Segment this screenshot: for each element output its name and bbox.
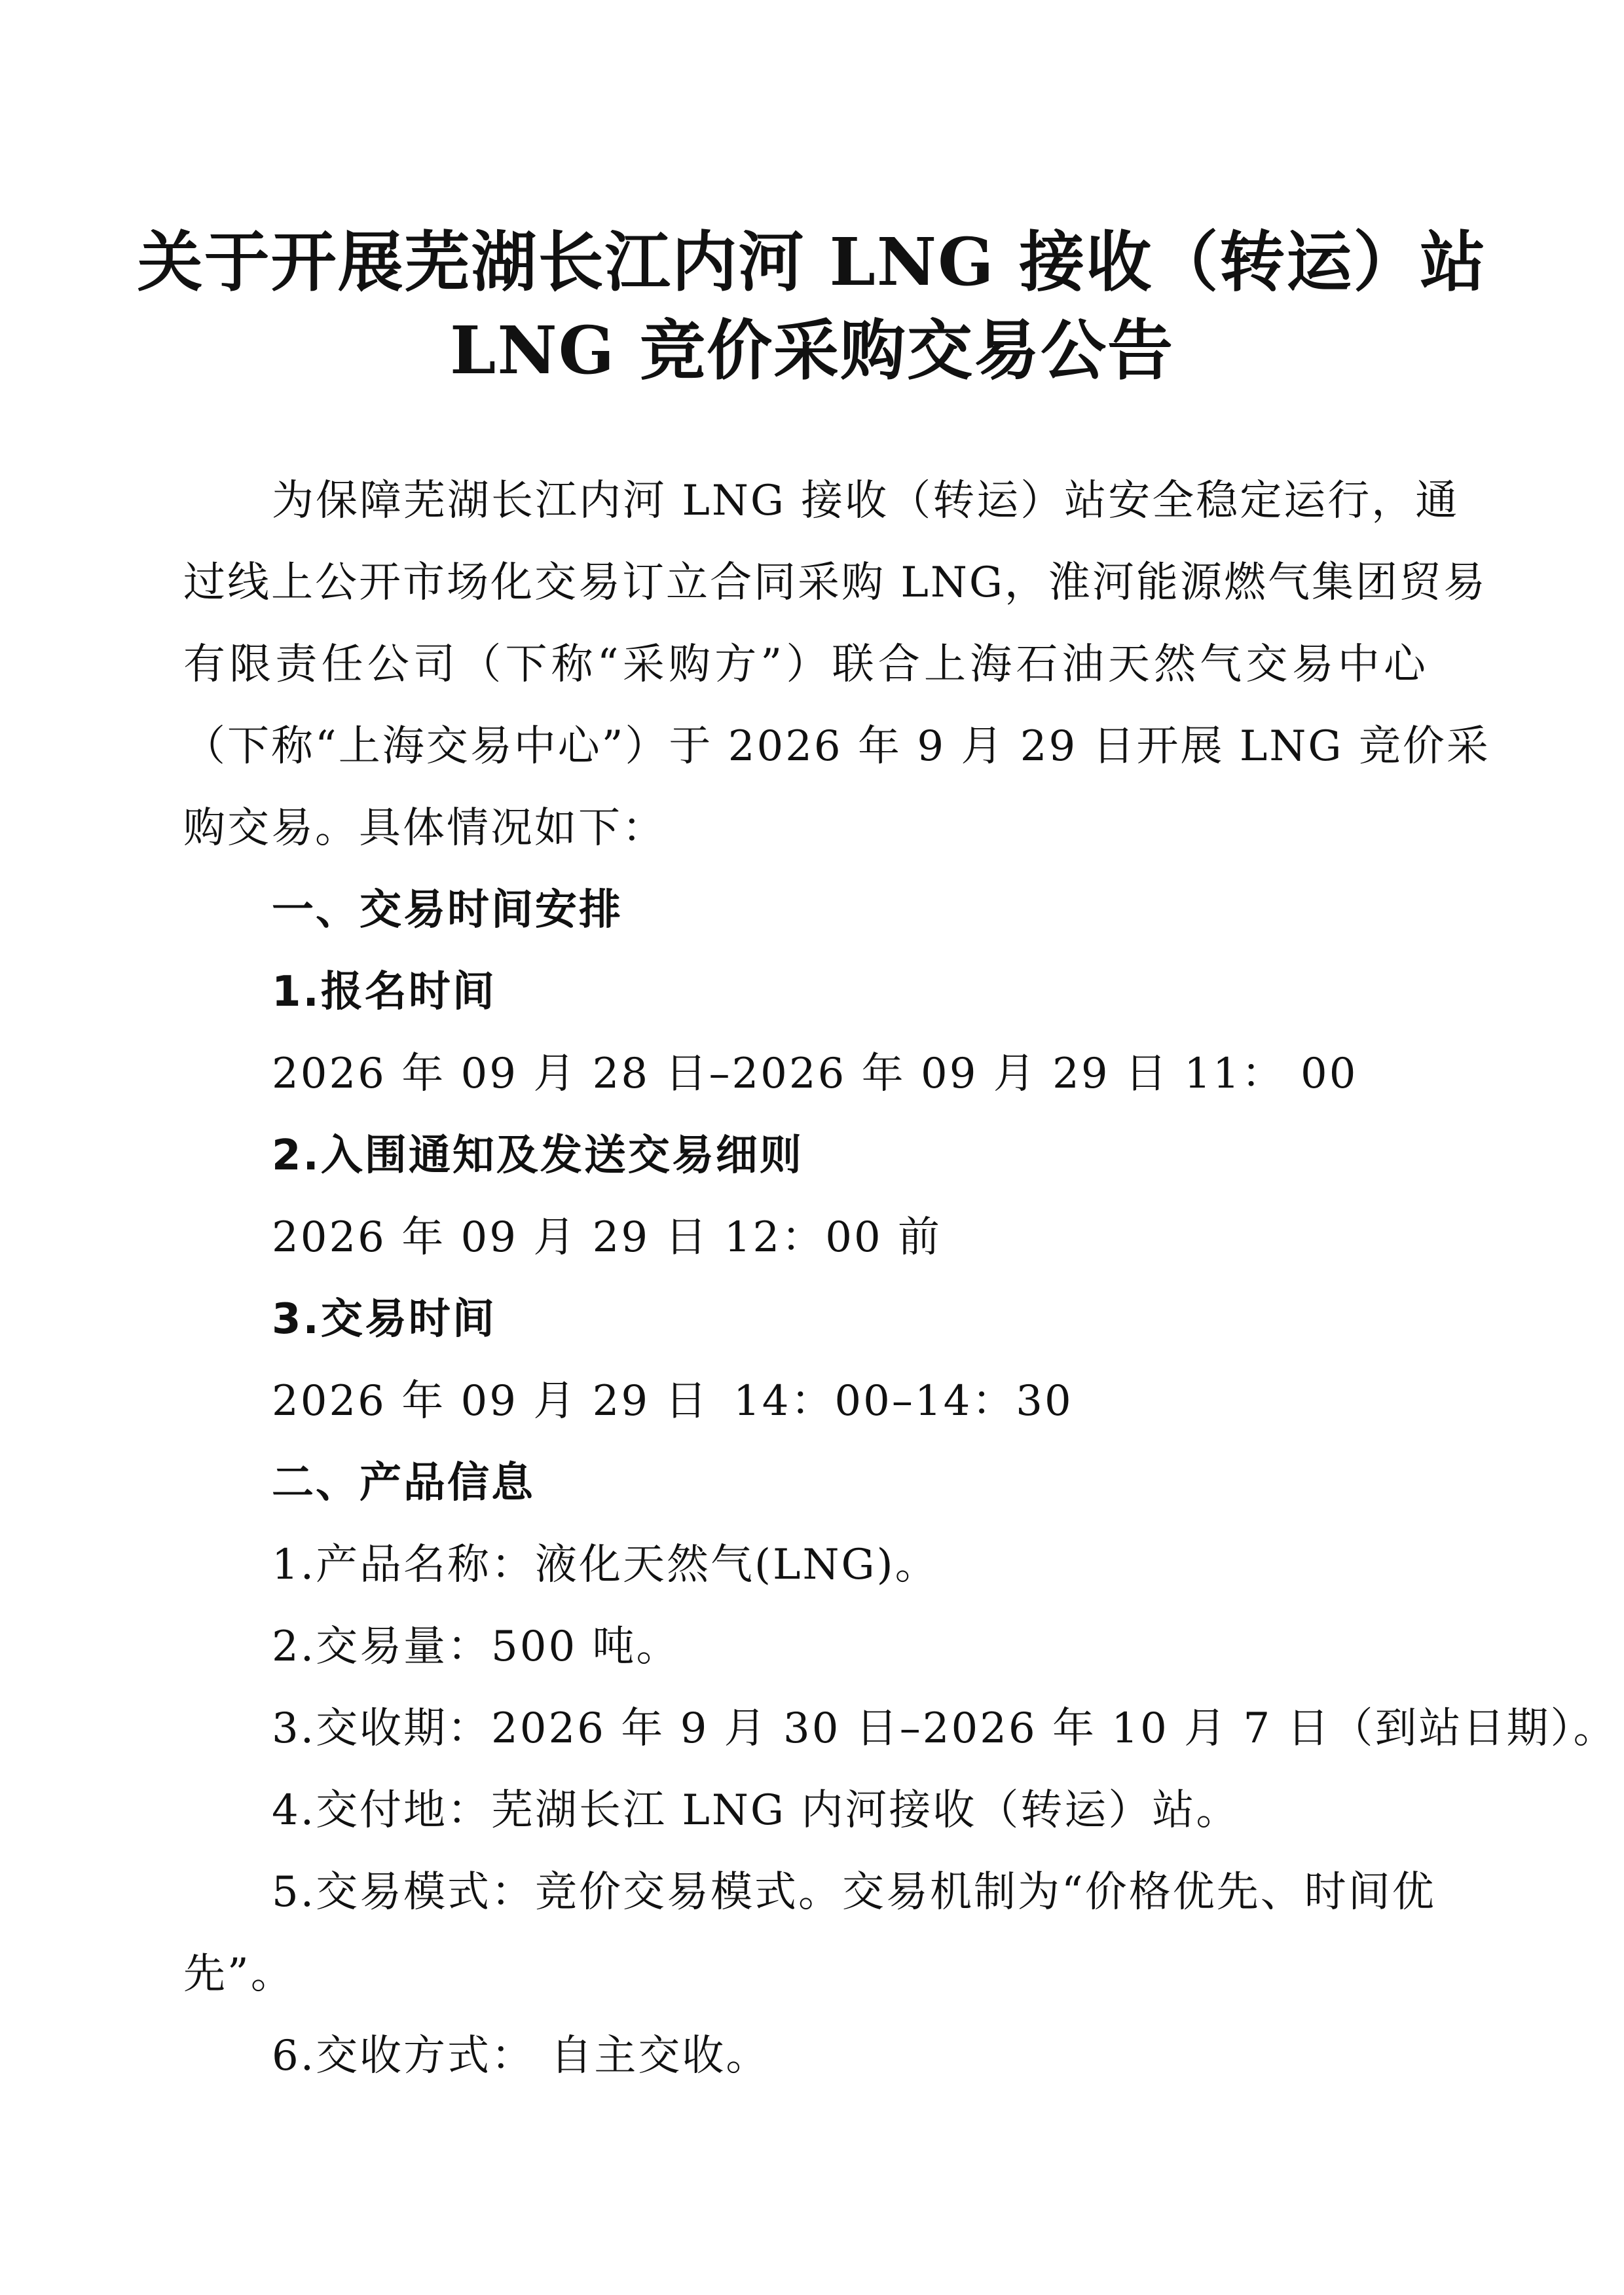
section-2-item-1: 1.产品名称：液化天然气(LNG)。: [272, 1541, 939, 1589]
section-1-heading: 一、交易时间安排: [272, 886, 623, 934]
section-1-item-3-heading: 3.交易时间: [272, 1295, 496, 1344]
intro-line-1: 为保障芜湖长江内河 LNG 接收（转运）站安全稳定运行，通: [272, 477, 1460, 525]
section-2-heading: 二、产品信息: [272, 1459, 535, 1507]
intro-line-3: 有限责任公司（下称“采购方”）联合上海石油天然气交易中心: [183, 640, 1428, 689]
section-2-item-5-line-2: 先”。: [183, 1950, 295, 1998]
section-2-item-5-line-1: 5.交易模式：竞价交易模式。交易机制为“价格优先、时间优: [272, 1868, 1436, 1917]
document-title-line-1: 关于开展芜湖长江内河 LNG 接收（转运）站: [137, 223, 1487, 301]
intro-line-5: 购交易。具体情况如下：: [183, 804, 666, 853]
section-2-item-3: 3.交收期：2026 年 9 月 30 日–2026 年 10 月 7 日（到站日期）。: [272, 1704, 1617, 1753]
intro-line-4: （下称“上海交易中心”）于 2026 年 9 月 29 日开展 LNG 竞价采: [183, 722, 1490, 771]
section-2-item-4: 4.交付地：芜湖长江 LNG 内河接收（转运）站。: [272, 1786, 1240, 1835]
section-1-item-1-heading: 1.报名时间: [272, 968, 496, 1016]
section-1-item-2-text: 2026 年 09 月 29 日 12：00 前: [272, 1213, 942, 1262]
intro-line-2: 过线上公开市场化交易订立合同采购 LNG，淮河能源燃气集团贸易: [183, 559, 1487, 607]
section-1-item-1-text: 2026 年 09 月 28 日–2026 年 09 月 29 日 11： 00: [272, 1050, 1358, 1098]
section-1-item-3-date: 2026 年 09 月 29 日: [272, 1377, 709, 1425]
section-2-item-2: 2.交易量：500 吨。: [272, 1623, 680, 1671]
section-2-item-6: 6.交收方式： 自主交收。: [272, 2032, 770, 2080]
section-1-item-2-heading: 2.入围通知及发送交易细则: [272, 1131, 803, 1180]
document-title-line-2: LNG 竞价采购交易公告: [450, 312, 1174, 389]
section-1-item-3-time: 14：00–14：30: [733, 1377, 1073, 1425]
